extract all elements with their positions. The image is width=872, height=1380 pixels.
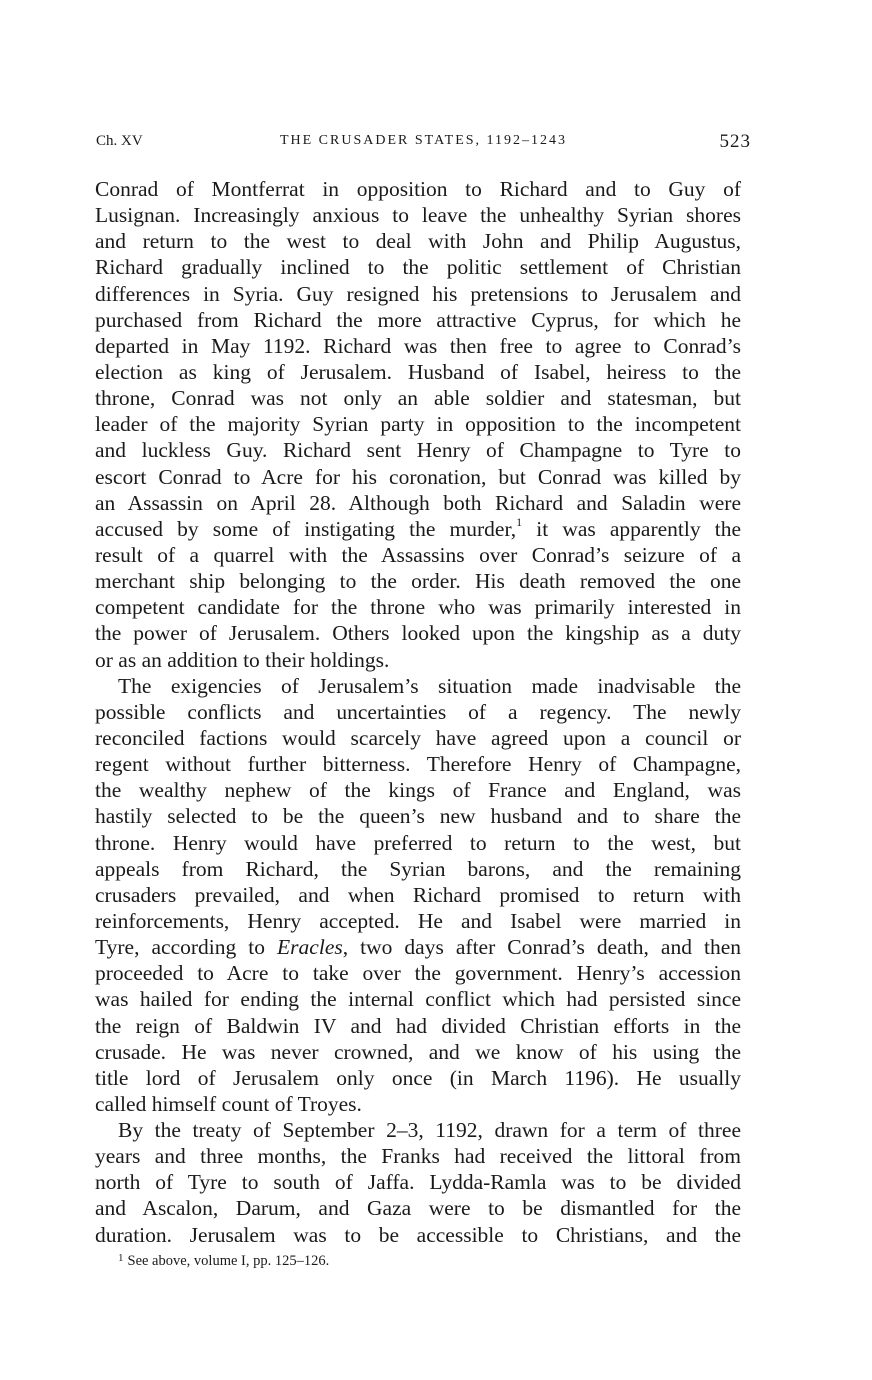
italic-title: Eracles bbox=[277, 935, 343, 960]
text-line: result of a quarrel with the Assassins over Conrad’s seizure of a bbox=[95, 542, 741, 567]
text-line: the power of Jerusalem. Others looked upon the kingship as a duty bbox=[95, 621, 741, 646]
text-line: The exigencies of Jerusalem’s situation made inadvisable the bbox=[118, 673, 741, 698]
text-line: Lusignan. Increasingly anxious to leave the unhealthy Syrian shores bbox=[95, 203, 741, 228]
footnote-reference[interactable]: 1 bbox=[516, 514, 523, 529]
text-line: hastily selected to be the queen’s new husband and to share the bbox=[95, 804, 741, 829]
text-line: leader of the majority Syrian party in opposition to the incompetent bbox=[95, 412, 741, 437]
text-line: By the treaty of September 2–3, 1192, drawn for a term of three bbox=[118, 1118, 741, 1143]
text-fragment: Tyre, according to bbox=[95, 935, 278, 960]
text-line: and return to the west to deal with John and Philip Augustus, bbox=[95, 229, 741, 254]
text-line: appeals from Richard, the Syrian barons, and the remaining bbox=[95, 856, 741, 881]
text-fragment: it was apparently the bbox=[522, 516, 741, 541]
footnote-text: See above, volume I, pp. 125–126. bbox=[127, 1253, 330, 1269]
text-line: or as an addition to their holdings. bbox=[95, 647, 390, 672]
text-line: escort Conrad to Acre for his coronation, but Conrad was killed by bbox=[95, 464, 741, 489]
text-fragment: , two days after Conrad’s death, and then bbox=[342, 935, 741, 960]
text-line: called himself count of Troyes. bbox=[95, 1091, 362, 1116]
running-title: THE CRUSADER STATES, 1192–1243 bbox=[279, 133, 568, 148]
text-line: reconciled factions would scarcely have agreed upon a council or bbox=[95, 725, 741, 750]
text-line: years and three months, the Franks had received the littoral from bbox=[95, 1144, 741, 1169]
text-line: possible conflicts and uncertainties of a regency. The newly bbox=[95, 699, 741, 724]
text-line: the reign of Baldwin IV and had divided Christian efforts in the bbox=[95, 1013, 741, 1038]
page-number: 523 bbox=[719, 131, 751, 152]
text-line: departed in May 1192. Richard was then free to agree to Conrad’s bbox=[95, 333, 741, 358]
text-line: the wealthy nephew of the kings of France and England, was bbox=[95, 778, 741, 803]
text-line: and luckless Guy. Richard sent Henry of Champagne to Tyre to bbox=[95, 438, 741, 463]
footnote-marker: 1 bbox=[118, 1252, 124, 1264]
text-line-with-italic bbox=[95, 934, 741, 960]
text-line: an Assassin on April 28. Although both Richard and Saladin were bbox=[95, 490, 741, 515]
text-line-with-footnote bbox=[95, 516, 741, 542]
text-line: differences in Syria. Guy resigned his pretensions to Jerusalem and bbox=[95, 281, 741, 306]
chapter-label: Ch. XV bbox=[96, 133, 143, 149]
text-line: Conrad of Montferrat in opposition to Richard and to Guy of bbox=[95, 177, 741, 201]
text-line: election as king of Jerusalem. Husband of Isabel, heiress to the bbox=[95, 359, 741, 384]
text-line: regent without further bitterness. Therefore Henry of Champagne, bbox=[95, 752, 741, 777]
running-header bbox=[96, 131, 751, 155]
text-line: competent candidate for the throne who was primarily interested in bbox=[95, 595, 741, 620]
text-line: north of Tyre to south of Jaffa. Lydda-Ramla was to be divided bbox=[95, 1170, 741, 1195]
text-line: was hailed for ending the internal conflict which had persisted since bbox=[95, 987, 741, 1012]
text-line: Richard gradually inclined to the politic settlement of Christian bbox=[95, 255, 741, 280]
text-line: duration. Jerusalem was to be accessible to Christians, and the bbox=[95, 1222, 741, 1247]
text-line: crusade. He was never crowned, and we know of his using the bbox=[95, 1039, 741, 1064]
text-line: proceeded to Acre to take over the government. Henry’s accession bbox=[95, 961, 741, 986]
footnote bbox=[118, 1253, 329, 1270]
text-fragment: accused by some of instigating the murder, bbox=[95, 516, 517, 541]
text-line: throne, Conrad was not only an able soldier and statesman, but bbox=[95, 386, 741, 411]
body-text bbox=[95, 176, 741, 1248]
text-line: title lord of Jerusalem only once (in March 1196). He usually bbox=[95, 1065, 741, 1090]
text-line: crusaders prevailed, and when Richard promised to return with bbox=[95, 882, 741, 907]
text-line: purchased from Richard the more attractive Cyprus, for which he bbox=[95, 307, 741, 332]
text-line: and Ascalon, Darum, and Gaza were to be dismantled for the bbox=[95, 1196, 741, 1221]
text-line: merchant ship belonging to the order. His death removed the one bbox=[95, 569, 741, 594]
text-line: throne. Henry would have preferred to return to the west, but bbox=[95, 830, 741, 855]
text-line: reinforcements, Henry accepted. He and Isabel were married in bbox=[95, 908, 741, 933]
